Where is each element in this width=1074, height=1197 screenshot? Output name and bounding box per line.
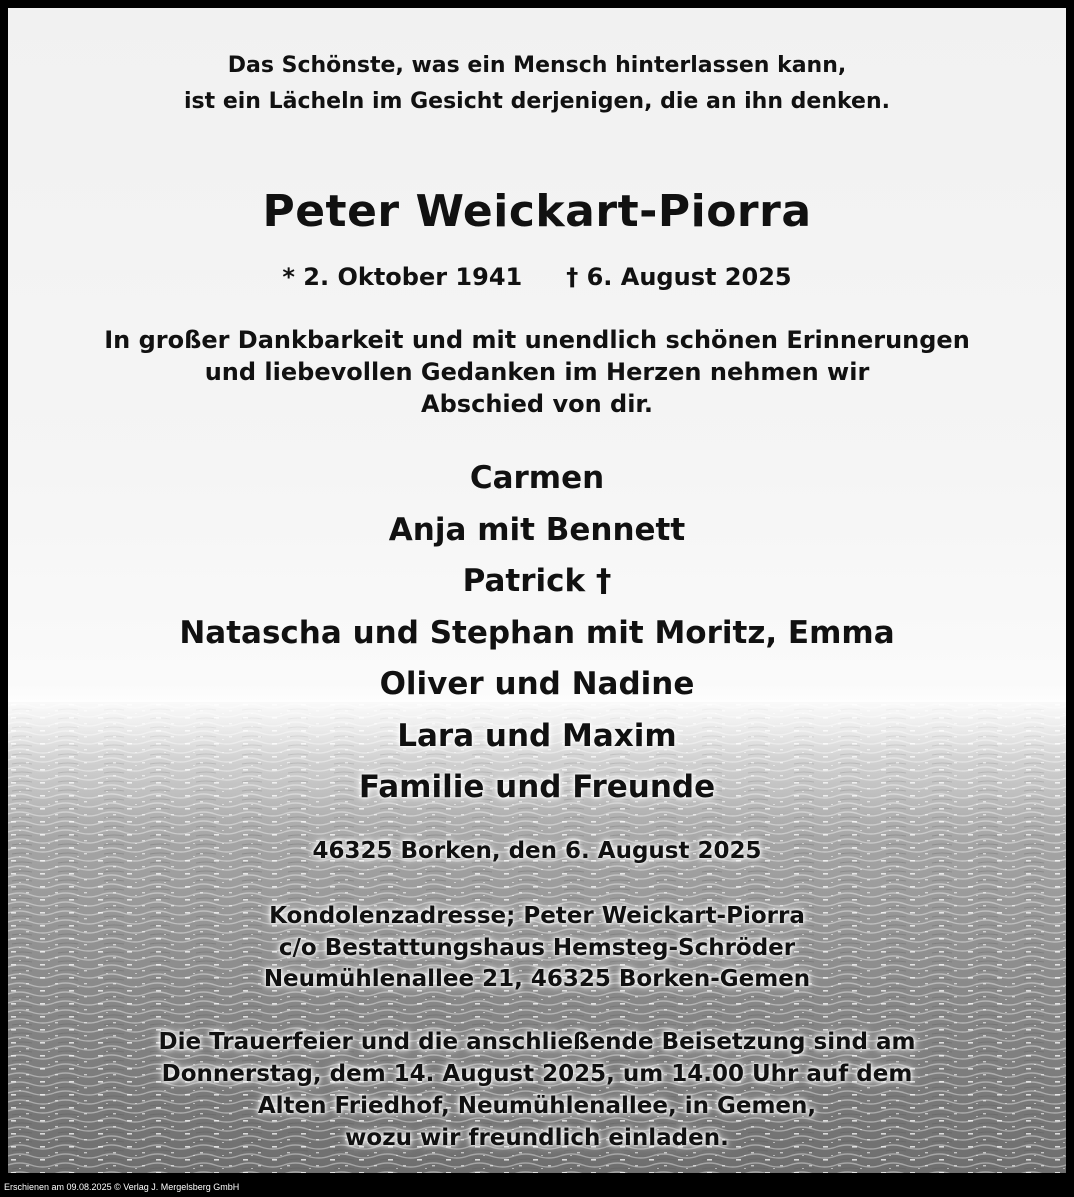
place-and-date: 46325 Borken, den 6. August 2025 [312,838,762,864]
condolence-address [8,901,1066,996]
service-line: Alten Friedhof, Neumühlenallee, in Gemen, [257,1093,817,1119]
address-line: Neumühlenallee 21, 46325 Borken-Gemen [263,966,811,992]
mourner-name: Lara und Maxim [397,717,677,754]
farewell-line: Abschied von dir. [421,390,653,418]
mourner-name: Familie und Freunde [358,769,716,805]
death-date: † 6. August 2025 [566,263,792,291]
address-line: c/o Bestattungshaus Hemsteg-Schröder [278,934,796,961]
address-line: Kondolenzadresse; Peter Weickart-Piorra [269,903,805,929]
mourner-name: Natascha und Stephan mit Moritz, Emma [179,614,895,651]
obituary-notice [8,8,1066,1173]
mourner-name: Carmen [469,460,605,496]
opening-quote [8,48,1066,120]
mourner-name: Patrick † [462,563,612,599]
birth-date: * 2. Oktober 1941 [282,263,523,291]
deceased-name: Peter Weickart-Piorra [262,186,812,237]
mourners-list [8,453,1066,814]
service-line: Donnerstag, dem 14. August 2025, um 14.00 Uhr auf dem [161,1061,913,1087]
funeral-service-info [8,1026,1066,1154]
life-dates [8,261,1066,293]
farewell-text [8,324,1066,420]
service-line: wozu wir freundlich einladen. [345,1125,729,1151]
service-line: Die Trauerfeier und die anschließende Beisetzung sind am [158,1029,916,1055]
mourner-name: Anja mit Bennett [388,511,686,548]
quote-line: ist ein Lächeln im Gesicht derjenigen, die an ihn denken. [184,89,890,114]
mourner-name: Oliver und Nadine [379,666,695,702]
publication-footer: Erschienen am 09.08.2025 © Verlag J. Mergelsberg GmbH [4,1182,240,1192]
farewell-line: und liebevollen Gedanken im Herzen nehmen wir [204,358,870,386]
quote-line: Das Schönste, was ein Mensch hinterlassen kann, [227,53,847,78]
farewell-line: In großer Dankbarkeit und mit unendlich schönen Erinnerungen [104,326,970,354]
